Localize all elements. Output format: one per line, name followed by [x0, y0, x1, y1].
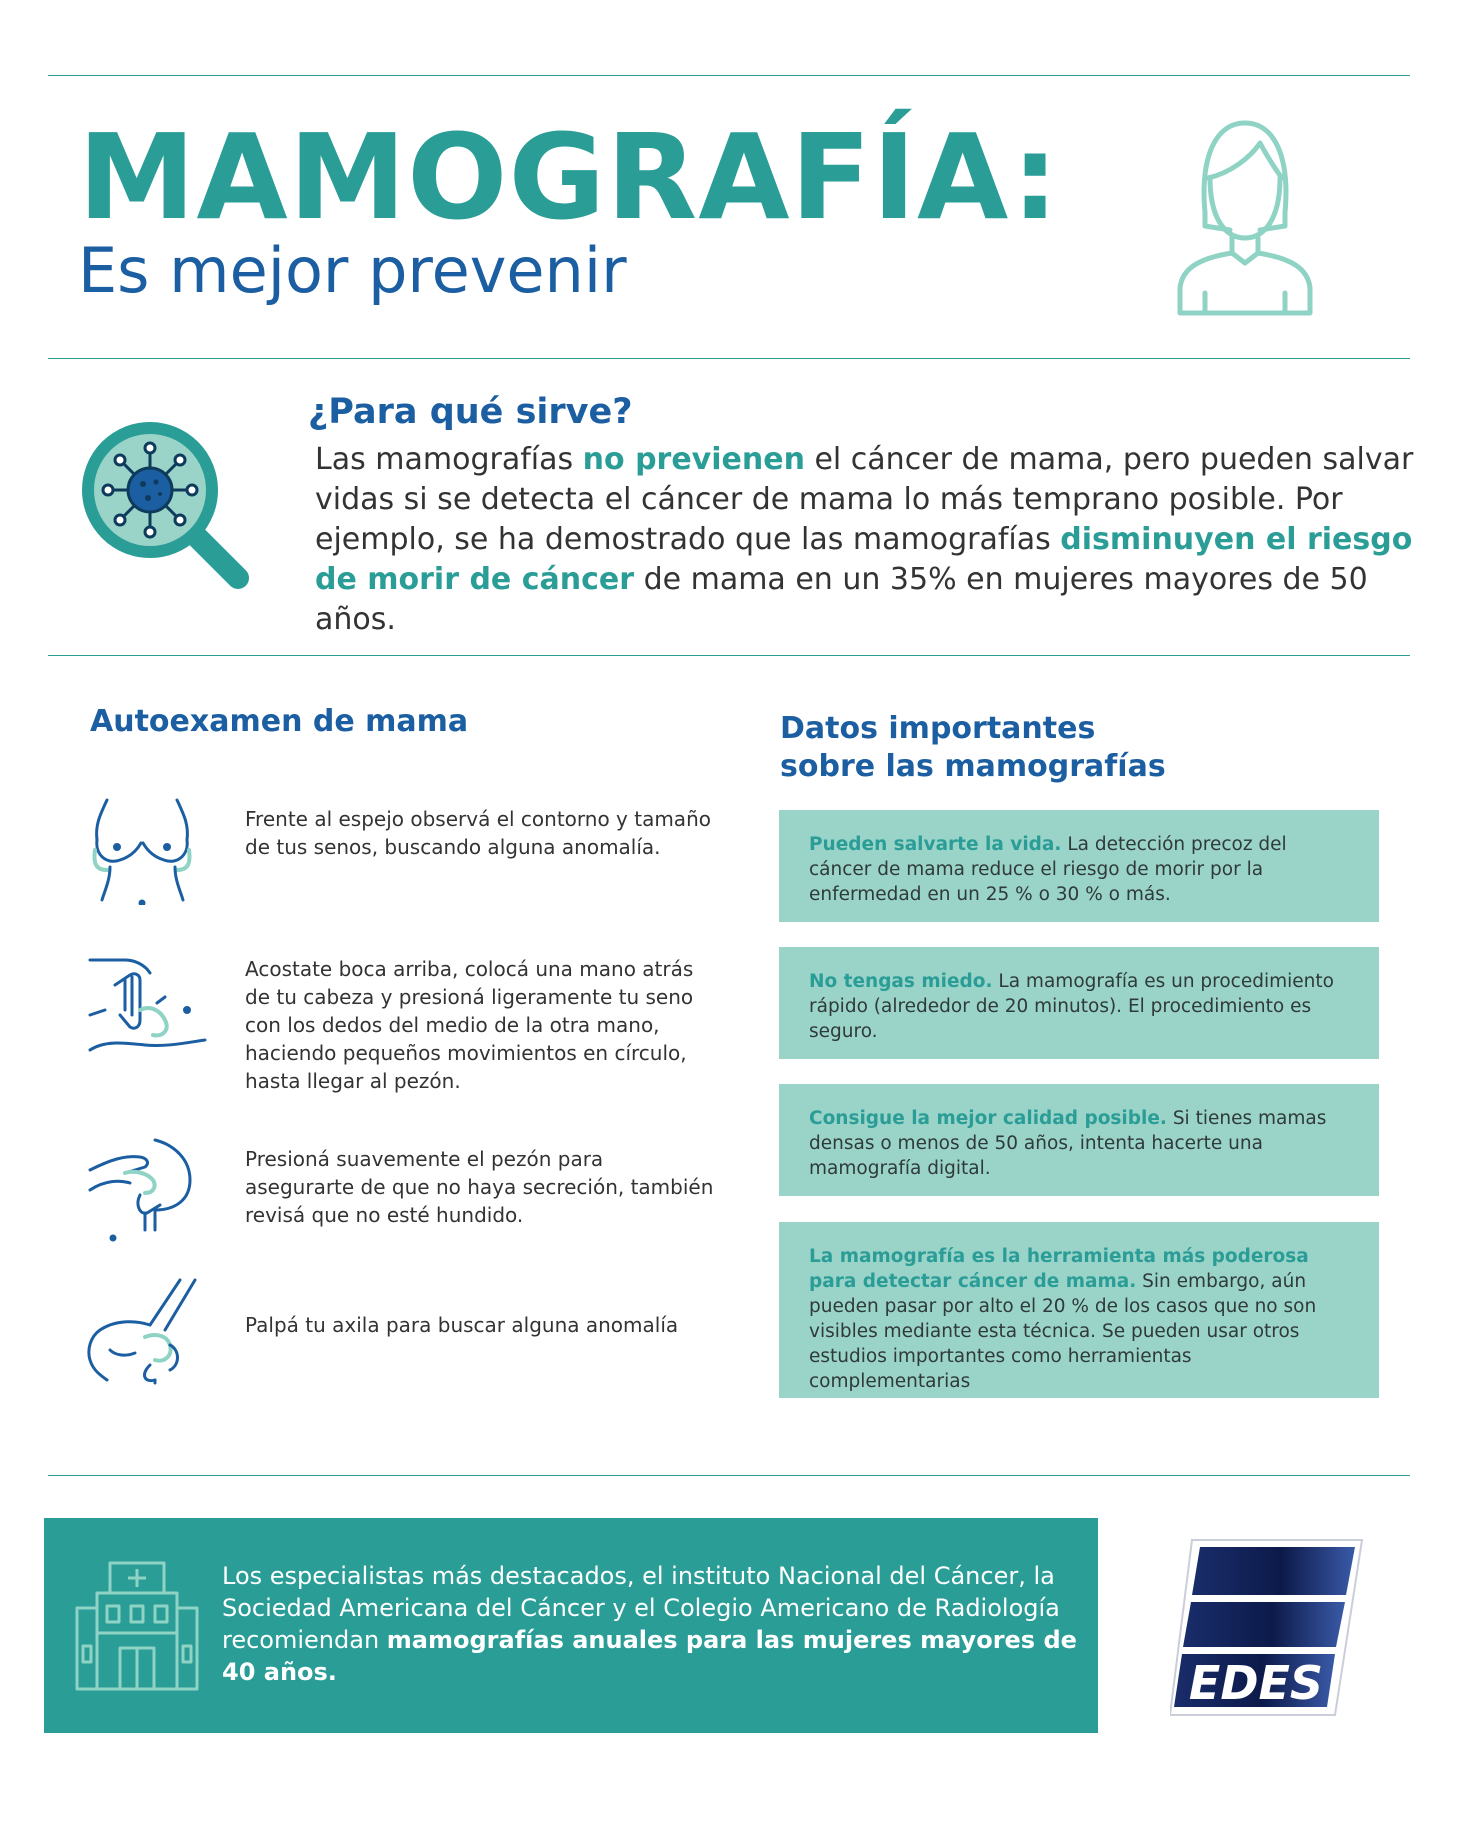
footer-text-main: Los especialistas más destacados, el instituto Nacional del Cáncer, la Sociedad Americana del Cáncer y el Colegio Americano de Radiología recomiendan	[222, 1562, 1060, 1654]
step-text: Acostate boca arriba, colocá una mano atrás de tu cabeza y presioná ligeramente tu seno con los dedos del medio de la otra mano, haciendo pequeños movimientos en círculo, hasta llegar al pezón.	[245, 957, 694, 1093]
lying-palpation-icon	[85, 955, 215, 1065]
fact-card-text: Sin embargo, aún pueden pasar por alto el 20 % de los casos que no son visibles mediante esta técnica. Se pueden usar otros estudios importantes como herramientas complementarias	[809, 1271, 1317, 1392]
highlight-disminuyen: disminuyen el riesgo de morir de cáncer	[315, 522, 1413, 597]
fact-card-lead: Consigue la mejor calidad posible.	[809, 1108, 1167, 1129]
purpose-divider	[48, 655, 1410, 656]
fact-card	[779, 1222, 1379, 1398]
footer-divider	[48, 1475, 1410, 1476]
facts-heading-line-1: Datos importantes	[780, 711, 1096, 746]
purpose-text	[315, 440, 1425, 640]
step-text: Palpá tu axila para buscar alguna anomalía	[245, 1313, 679, 1337]
header-divider	[48, 358, 1410, 359]
facts-heading-line-2: sobre las mamografías	[780, 749, 1166, 784]
armpit-palpation-icon	[85, 1275, 215, 1385]
footer-text-bold: mamografías anuales para las mujeres mayores de 40 años.	[222, 1626, 1077, 1686]
step-text: Frente al espejo observá el contorno y tamaño de tus senos, buscando alguna anomalía.	[245, 807, 711, 859]
fact-card-text: La mamografía es un procedimiento rápido (alrededor de 20 minutos). El procedimiento es seguro.	[809, 971, 1334, 1042]
step-text: Presioná suavemente el pezón para asegurarte de que no haya secreción, también revisá que no esté hundido.	[245, 1147, 714, 1227]
top-divider	[48, 75, 1410, 76]
edes-logo	[1170, 1535, 1365, 1720]
purpose-text-part: de mama en un 35% en mujeres mayores de 50 años.	[315, 562, 1368, 637]
fact-card-lead: No tengas miedo.	[809, 971, 993, 992]
fact-card-text: Si tienes mamas densas o menos de 50 años, intenta hacerte una mamografía digital.	[809, 1108, 1327, 1179]
footer-banner	[44, 1518, 1098, 1733]
mirror-observe-icon	[85, 795, 215, 905]
fact-card-lead: La mamografía es la herramienta más poderosa para detectar cáncer de mama.	[809, 1246, 1309, 1292]
magnifier-virus-icon	[78, 418, 253, 593]
page-title: MAMOGRAFÍA:	[78, 108, 1060, 246]
purpose-text-part: el cáncer de mama, pero pueden salvar vidas si se detecta el cáncer de mama lo más temprano posible. Por ejemplo, se ha demostrado que las mamografías	[315, 442, 1414, 557]
woman-icon	[1170, 118, 1320, 318]
fact-card	[779, 947, 1379, 1059]
nipple-press-icon	[85, 1135, 215, 1245]
hospital-icon	[72, 1558, 202, 1693]
fact-card	[779, 1084, 1379, 1196]
purpose-text-part: Las mamografías	[315, 442, 583, 477]
page-subtitle: Es mejor prevenir	[78, 234, 627, 307]
logo-text: EDES	[1188, 1656, 1324, 1710]
facts-heading	[780, 710, 1340, 786]
fact-card	[779, 810, 1379, 922]
fact-card-text: La detección precoz del cáncer de mama reduce el riesgo de morir por la enfermedad en un 25 % o 30 % o más.	[809, 834, 1287, 905]
purpose-heading: ¿Para qué sirve?	[308, 392, 633, 432]
highlight-no-previenen: no previenen	[582, 442, 805, 477]
fact-card-lead: Pueden salvarte la vida.	[809, 834, 1062, 855]
self-exam-heading: Autoexamen de mama	[90, 704, 469, 739]
footer-text	[222, 1560, 1082, 1688]
